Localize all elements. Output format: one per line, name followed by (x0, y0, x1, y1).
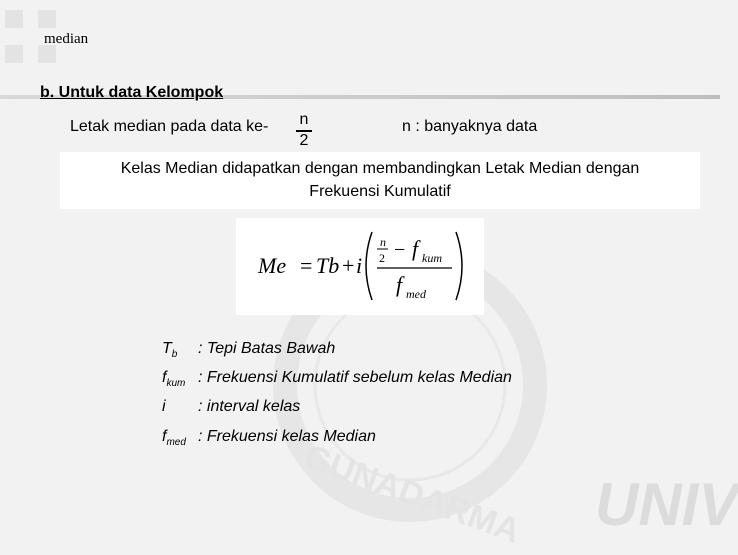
right-paren (456, 232, 462, 300)
formula-fmed-sub: med (406, 287, 426, 301)
letak-denominator: 2 (299, 132, 309, 149)
legend-list (162, 337, 512, 454)
kelas-text-line1: Kelas Median didapatkan dengan membandingkan Letak Median dengan (120, 160, 640, 177)
formula-n: n (380, 235, 386, 249)
formula-tb: Tb (316, 253, 340, 278)
formula-minus: − (394, 239, 406, 261)
slide-title: median (44, 31, 89, 47)
letak-fraction (296, 111, 312, 150)
median-formula (236, 218, 484, 315)
legend-item-fkum: $f_{kum}$ : Frekuensi Kumulatif sebelum kelas Median (162, 369, 512, 390)
legend-item-fmed: $f_{med}$ : Frekuensi kelas Median (162, 427, 376, 448)
formula-i: i (356, 253, 363, 278)
formula-fkum-sub: kum (422, 251, 442, 265)
legend-item-tb: $T_b$ : Tepi Batas Bawah (162, 340, 336, 361)
n-note: n : banyaknya data (402, 118, 538, 135)
letak-numerator: n (296, 111, 312, 132)
section-heading: b. Untuk data Kelompok (40, 84, 224, 101)
univ-watermark: UNIV (595, 471, 738, 538)
formula-two: 2 (379, 251, 385, 265)
legend-item-i: i : interval kelas (162, 398, 301, 416)
formula-equals: = (300, 253, 313, 278)
left-paren (366, 232, 372, 300)
formula-me: Me (258, 253, 287, 278)
formula-plus: + (342, 253, 355, 278)
svg-text:GUNADARMA: GUNADARMA (299, 437, 526, 551)
kelas-text-line2: Frekuensi Kumulatif (309, 183, 451, 200)
formula-fkum: f (412, 236, 419, 261)
formula-fmed: f (396, 272, 403, 297)
letak-label: Letak median pada data ke- (70, 118, 269, 135)
